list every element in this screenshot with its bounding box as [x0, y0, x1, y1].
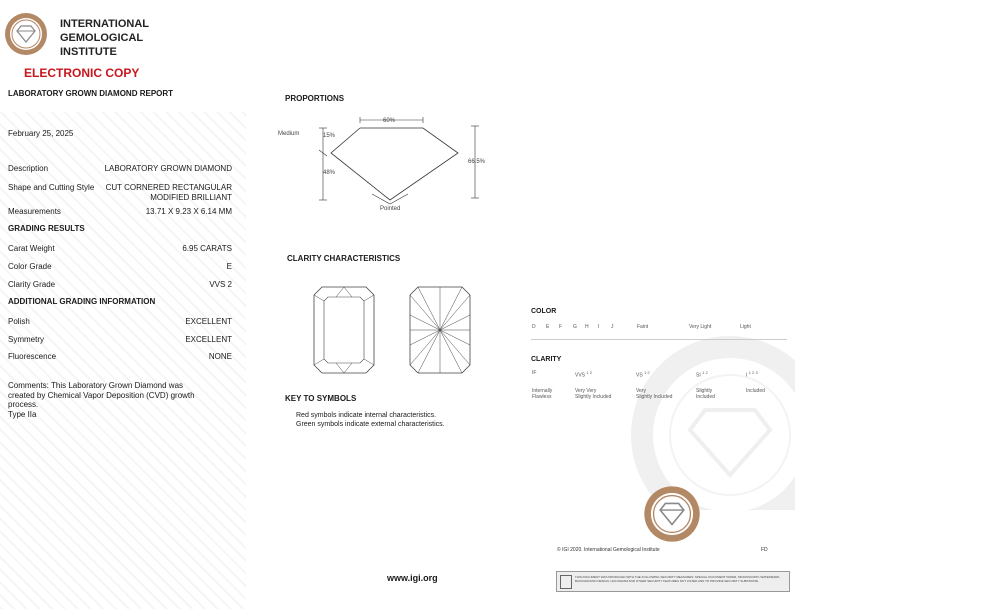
table-percent: 60% [383, 118, 396, 124]
color-scale-heading: COLOR [531, 308, 557, 315]
igi-seal-stamp-icon [643, 485, 701, 543]
polish-label: Polish [8, 317, 30, 326]
proportions-heading: PROPORTIONS [285, 94, 345, 103]
fluorescence-value: NONE [208, 352, 232, 361]
shape-label: Shape and Cutting Style [8, 183, 95, 192]
key-to-symbols-heading: KEY TO SYMBOLS [285, 394, 357, 403]
security-lock-icon [560, 575, 572, 589]
crown-view-diagram [312, 285, 376, 375]
igi-seal-logo-icon [4, 12, 48, 56]
grading-results-heading: GRADING RESULTS [8, 224, 85, 233]
document-code: FD [761, 547, 768, 553]
color-scale-divider [531, 339, 787, 340]
security-text: THIS DOCUMENT WAS PRODUCED WITH THE FOLLOWING SECURITY MEASURES: SPECIAL DOCUMENT PAPER, MICROSCOPIC WATERMARK, BACKGROUND DESIGN, HOLOGRAM AND OTHER SECURITY FEATURES NOT LISTED AND TO PROVIDE SECURITY SUBSTRATE. [575, 575, 781, 583]
key-to-symbols-text: Red symbols indicate internal characteristics. Green symbols indicate external characteristics. [296, 412, 445, 428]
pavilion-percent: 48% [323, 170, 336, 176]
pavilion-view-diagram [408, 285, 472, 375]
description-label: Description [8, 164, 49, 173]
depth-percent: 66.5% [468, 159, 486, 165]
copyright-text: © IGI 2020. International Gemological Institute [557, 547, 660, 553]
shape-value: CUT CORNERED RECTANGULAR MODIFIED BRILLIANT [105, 183, 232, 202]
girdle-label: Medium [278, 131, 300, 137]
color-grade-label: Color Grade [8, 262, 52, 271]
background-seal-watermark [610, 320, 795, 510]
carat-value: 6.95 CARATS [182, 244, 232, 253]
polish-value: EXCELLENT [185, 317, 232, 326]
website-link[interactable]: www.igi.org [387, 573, 438, 583]
fluorescence-label: Fluorescence [8, 352, 57, 361]
proportions-diagram [275, 112, 495, 217]
additional-info-heading: ADDITIONAL GRADING INFORMATION [8, 297, 156, 306]
clarity-grade-label: Clarity Grade [8, 280, 56, 289]
clarity-grade-value: VVS 2 [209, 280, 232, 289]
symmetry-value: EXCELLENT [185, 335, 232, 344]
description-value: LABORATORY GROWN DIAMOND [104, 164, 232, 173]
security-strip [556, 571, 790, 592]
symmetry-label: Symmetry [8, 335, 44, 344]
comments: Comments: This Laboratory Grown Diamond was created by Chemical Vapor Deposition (CVD) growth process. Type IIa [8, 381, 195, 419]
measurements-label: Measurements [8, 207, 61, 216]
institute-name: INTERNATIONAL GEMOLOGICAL INSTITUTE [60, 18, 150, 58]
carat-label: Carat Weight [8, 244, 55, 253]
report-date: February 25, 2025 [8, 129, 74, 138]
culet-label: Pointed [380, 206, 401, 212]
clarity-scale-heading: CLARITY [531, 356, 562, 363]
clarity-characteristics-heading: CLARITY CHARACTERISTICS [287, 254, 401, 263]
crown-percent: 15% [323, 133, 336, 139]
color-grade-value: E [226, 262, 232, 271]
electronic-copy-label: ELECTRONIC COPY [24, 66, 140, 80]
measurements-value: 13.71 X 9.23 X 6.14 MM [145, 207, 232, 216]
shape-row [8, 183, 232, 203]
report-title: LABORATORY GROWN DIAMOND REPORT [8, 89, 174, 98]
